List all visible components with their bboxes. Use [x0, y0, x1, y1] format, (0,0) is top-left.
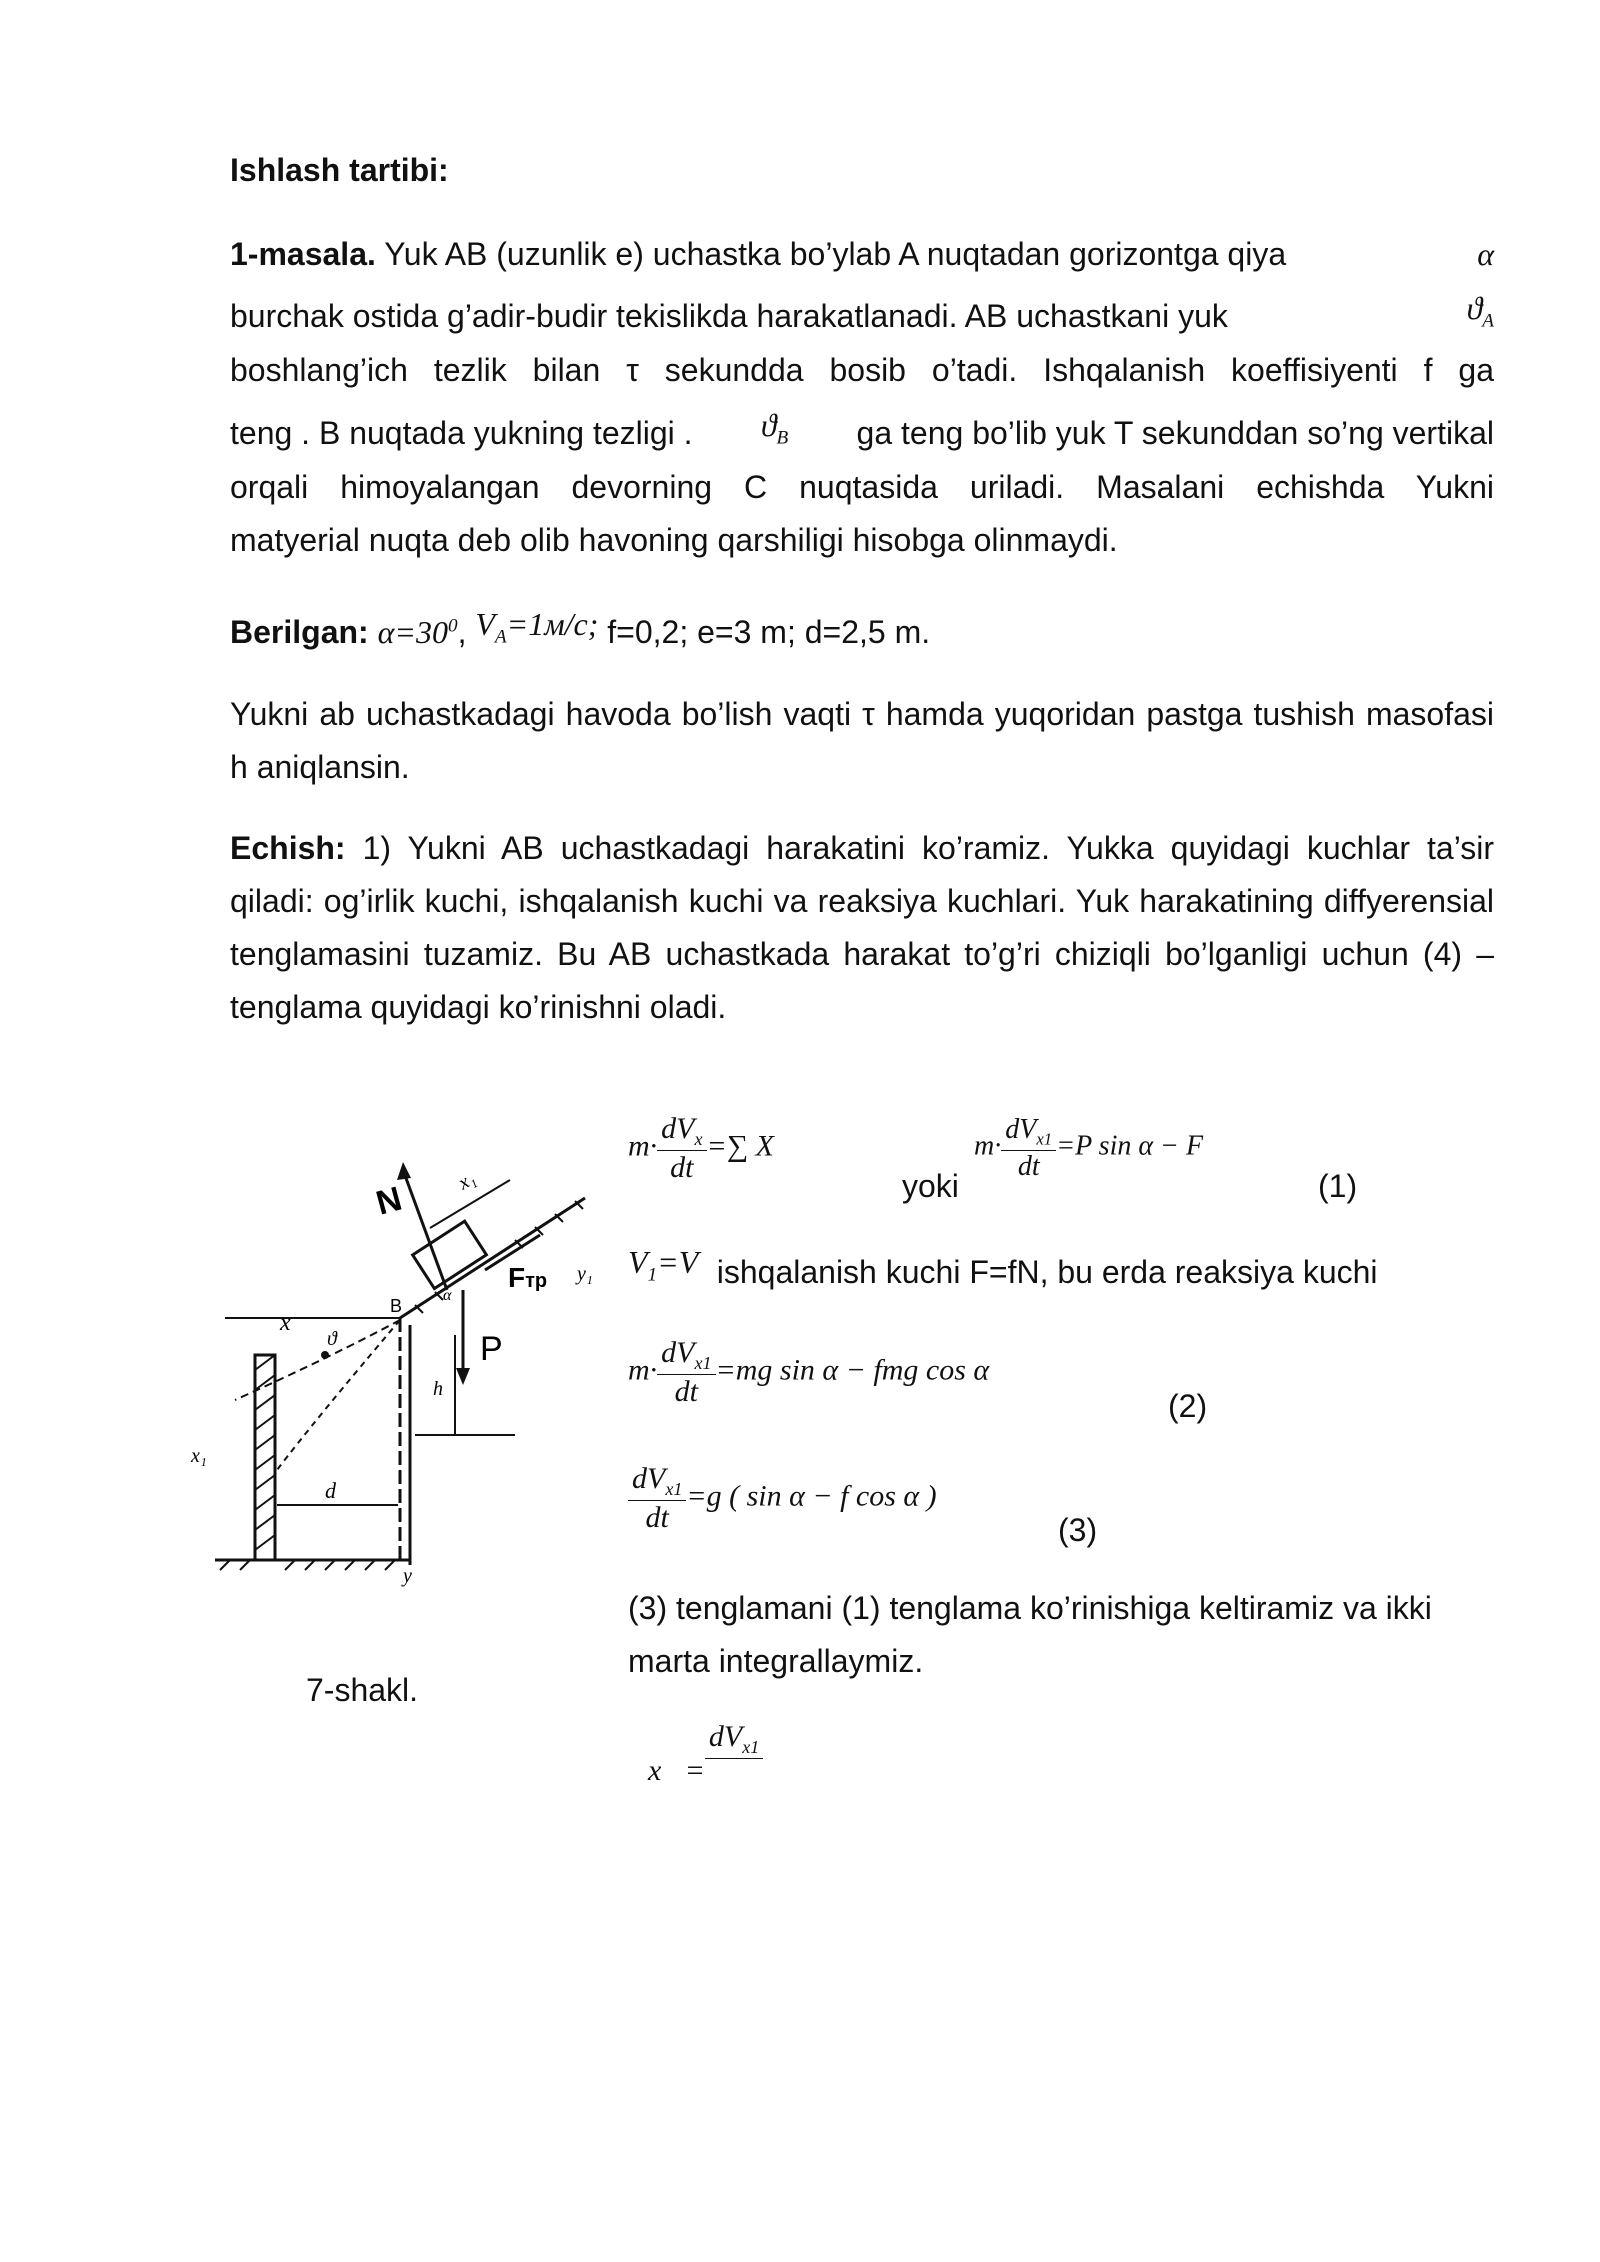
problem-line-1 — [230, 236, 1494, 273]
given-alpha: $\alpha=30^0$ — [377, 614, 458, 650]
label-y: y — [403, 1565, 412, 1587]
problem-text-4a: teng . B nuqtada yukning tezligi . — [230, 415, 693, 451]
ground — [215, 1560, 410, 1570]
equation-2: m· $\frac{dV_{x1}}{dt}$ =mg sin α − fmg cos α — [628, 1336, 990, 1408]
task-paragraph: Yukni ab uchastkadagi havoda bo’lish vaqti τ hamda yuqoridan pastga tushish masofasi h aniqlansin. — [230, 696, 1494, 785]
label-N: N — [372, 1179, 406, 1223]
label-B: B — [390, 1296, 403, 1316]
equation-3: $\frac{dV_{x1}}{dt}$ =g ( sin α − f cos α ) — [628, 1462, 937, 1535]
trajectory-path-2 — [277, 1320, 400, 1470]
figure-7-diagram — [185, 1140, 625, 1600]
label-y1: y₁ — [577, 1263, 593, 1285]
equation-4: x⃗= $dV_{x1}$ — [648, 1720, 763, 1793]
label-x1: x₁ — [191, 1445, 207, 1467]
weight-arrow-head — [456, 1368, 470, 1385]
v-equation-line — [628, 1244, 1378, 1290]
label-h: h — [433, 1378, 443, 1400]
solution-label: Echish: — [230, 830, 346, 866]
equation-3-label: (3) — [1058, 1512, 1098, 1548]
solution-text: 1) Yukni AB uchastkadagi harakatini ko’ramiz. Yukka quyidagi kuchlar ta’sir qiladi: og’irlik kuchi, ishqalanish kuchi va reaksiya kuchlari. Yuk harakatining diffyerensial tenglamasini tuzamiz. Bu AB uchastkada harakat to’g’ri chiziqli bo’lganligi uchun (4) –tenglama quyidagi ko’rinishni oladi. — [230, 830, 1495, 1025]
problem-line-3: boshlang’ich tezlik bilan τ sekundda bosib o’tadi. Ishqalanish koeffisiyenti f ga — [230, 352, 1494, 388]
given-va: $V_A=1м/с$; — [475, 606, 599, 648]
given-line — [230, 606, 931, 656]
problem-line-6: matyerial nuqta deb olib havoning qarshiligi hisobga olinmaydi. — [230, 522, 1118, 558]
equation-2-label: (2) — [1168, 1388, 1208, 1424]
equation-1-left: m· $\frac{dV_x}{dt}$ =∑ X — [628, 1112, 774, 1184]
label-vA: ϑ — [327, 1328, 337, 1350]
after-equation-3-text: (3) tenglamani (1) tenglama ko’rinishiga keltiramiz va ikki marta integrallaymiz. — [628, 1590, 1432, 1679]
projectile-point — [321, 1351, 329, 1359]
problem-line-4 — [230, 407, 1494, 457]
label-Ftp: Fтр — [508, 1262, 548, 1293]
solution-paragraph — [230, 822, 1494, 1034]
given-rest: f=0,2; e=3 m; d=2,5 m. — [607, 614, 931, 650]
trajectory-path — [235, 1320, 400, 1400]
label-d: d — [325, 1478, 336, 1503]
alpha-symbol: α — [1477, 236, 1494, 272]
label-P: P — [480, 1330, 503, 1368]
equation-1-label: (1) — [1318, 1168, 1358, 1204]
problem-label: 1-masala. — [230, 236, 376, 272]
problem-line-2 — [230, 290, 1494, 340]
va-symbol: $ϑ_A$ — [1466, 290, 1494, 332]
problem-text-4b: ga teng bo’lib yuk T sekunddan so’ng vertikal — [856, 415, 1494, 451]
label-x: x — [280, 1310, 291, 1336]
problem-text-2: burchak ostida g’adir-budir tekislikda harakatlanadi. AB uchastkani yuk — [230, 298, 1228, 334]
label-x1-top: x₁ — [454, 1167, 480, 1195]
block — [413, 1221, 487, 1288]
vb-symbol: $ϑ_B$ — [760, 407, 789, 449]
given-comma: , — [457, 614, 467, 650]
problem-text-1: Yuk AB (uzunlik e) uchastka bo’ylab A nuqtadan gorizontga qiya — [384, 236, 1287, 272]
given-label: Berilgan: — [230, 614, 369, 650]
label-alpha: α — [443, 1287, 452, 1304]
yoki-word: yoki — [902, 1168, 959, 1204]
normal-arrow-head — [397, 1162, 411, 1180]
page-heading: Ishlash tartibi: — [230, 152, 449, 188]
equation-1-right: m· $\frac{dV_{x1}}{dt}$ =P sin α − F — [974, 1114, 1204, 1182]
friction-text: ishqalanish kuchi F=fN, bu erda reaksiya kuchi — [716, 1254, 1378, 1290]
problem-line-5: orqali himoyalangan devorning C nuqtasida uriladi. Masalani echishda Yukni — [230, 469, 1494, 505]
figure-caption: 7-shakl. — [306, 1672, 419, 1708]
platform-column — [400, 1318, 410, 1565]
v-equation: $V_1=V$ — [628, 1244, 699, 1286]
